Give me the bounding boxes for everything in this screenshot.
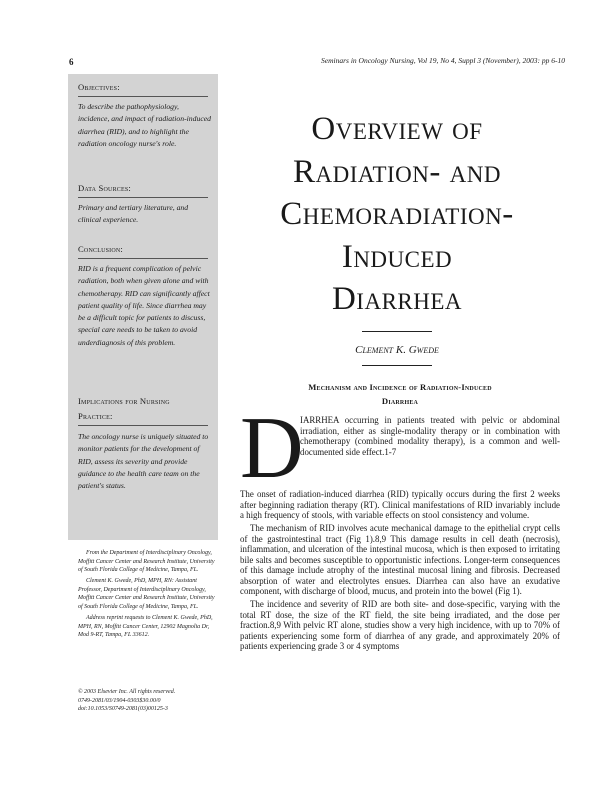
data-sources-text: Primary and tertiary literature, and clinical experience. xyxy=(78,203,189,225)
page-number: 6 xyxy=(69,57,74,67)
implications-rule xyxy=(78,425,208,426)
title-line: Chemoradiation- xyxy=(280,196,514,232)
body-text xyxy=(240,489,560,654)
data-sources-rule xyxy=(78,197,208,198)
implications-heading-line2: Practice: xyxy=(78,411,113,421)
copyright-line: © 2003 Elsevier Inc. All rights reserved. xyxy=(78,689,176,695)
affiliation-author: Clement K. Gwede, PhD, MPH, RN: Assistant Professor, Department of Interdisciplinary Oncology, Moffitt Cancer Center and Research Institute, University of South Florida College of Medicine, Tampa, FL. xyxy=(78,578,215,611)
paragraph: The onset of radiation-induced diarrhea (RID) typically occurs during the first 2 weeks after beginning radiation therapy (RT). Clinical manifestations of RID invariably include a high frequency of stools, with variable effects on stool consistency and volume. xyxy=(240,489,560,520)
conclusion-rule xyxy=(78,258,208,259)
article-title xyxy=(232,108,562,321)
objectives-text: To describe the pathophysiology, incidence, and impact of radiation-induced diarrhea (RID), and to highlight the radiation oncology nurse's role. xyxy=(78,102,212,148)
implications-text: The oncology nurse is uniquely situated to monitor patients for the development of RID, assess its severity and provide guidance to the health care team on the patient's status. xyxy=(78,432,209,491)
affiliation-reprints: Address reprint requests to Clement K. Gwede, PhD, MPH, RN, Moffitt Cancer Center, 12902 Magnolia Dr, Mod 9-RT, Tampa, FL 33612. xyxy=(78,615,213,639)
data-sources-heading: Data Sources: xyxy=(78,183,131,193)
objectives-heading: Objectives: xyxy=(78,82,120,92)
abstract-sidebar xyxy=(68,74,218,540)
conclusion-heading: Conclusion: xyxy=(78,244,123,254)
objectives-rule xyxy=(78,96,208,97)
running-head: Seminars in Oncology Nursing, Vol 19, No 4, Suppl 3 (November), 2003: pp 6-10 xyxy=(321,56,565,65)
doi-line: doi:10.1053/S0749-2081(03)00125-3 xyxy=(78,706,168,713)
author-name: Clement K. Gwede xyxy=(355,344,439,356)
title-line: Overview of xyxy=(311,111,483,147)
issn-line: 0749-2081/03/1904-0303$30.00/0 xyxy=(78,697,161,704)
affiliation-department: From the Department of Interdisciplinary Oncology, Moffitt Cancer Center and Research Institute, University of South Florida College of Medicine, Tampa, FL. xyxy=(78,550,215,574)
paragraph: The incidence and severity of RID are both site- and dose-specific, varying with the total RT dose, the size of the RT field, the site being irradiated, and the dose per fraction.8,9 With pelvic RT alone, studies show a very high incidence, with up to 70% of patients experiencing some form of diarrhea of any grade, and approximately 20% of patients experiencing grade 3 or 4 symptoms xyxy=(240,599,560,651)
section-heading-line1: Mechanism and Incidence of Radiation-Induced xyxy=(308,382,492,392)
title-line: Radiation- and xyxy=(293,153,501,190)
drop-cap: D xyxy=(240,400,304,497)
title-rule-top xyxy=(362,331,432,332)
title-line: Induced xyxy=(341,238,453,275)
title-rule-bottom xyxy=(362,365,432,366)
section-heading-line2: Diarrhea xyxy=(381,396,419,406)
author-affiliations xyxy=(78,549,220,642)
implications-heading-line1: Implications for Nursing xyxy=(78,396,170,406)
conclusion-text: RID is a frequent complication of pelvic radiation, both when given alone and with chemotherapy. RID can significantly affect patient quality of life. Since diarrhea may be a difficult topic for patients to discuss, special care needs to be taken to avoid underdiagnosis of this problem. xyxy=(78,264,210,347)
copyright-block xyxy=(78,688,224,714)
lead-paragraph: IARRHEA occurring in patients treated with pelvic or abdominal irradiation, either as single-modality therapy or in combination with chemotherapy (combined modality therapy), is a common and well-documented side effect.1-7 xyxy=(300,415,560,457)
title-line: Diarrhea xyxy=(331,281,463,317)
paragraph: The mechanism of RID involves acute mechanical damage to the epithelial crypt cells of the gastrointestinal tract (Fig 1).8,9 This damage results in cell death (necrosis), inflammation, and ulceration of the intestinal mucosa, which is then exposed to irritating bile salts and becomes susceptible to opportunistic infections. Longer-term consequences of this damage include atrophy of the intestinal mucosal lining and fibrosis. Decreased absorption of water and electrolytes ensues. Diarrhea can also have an exudative component, with discharge of blood, mucus, and protein into the bowel (Fig 1). xyxy=(240,523,560,596)
